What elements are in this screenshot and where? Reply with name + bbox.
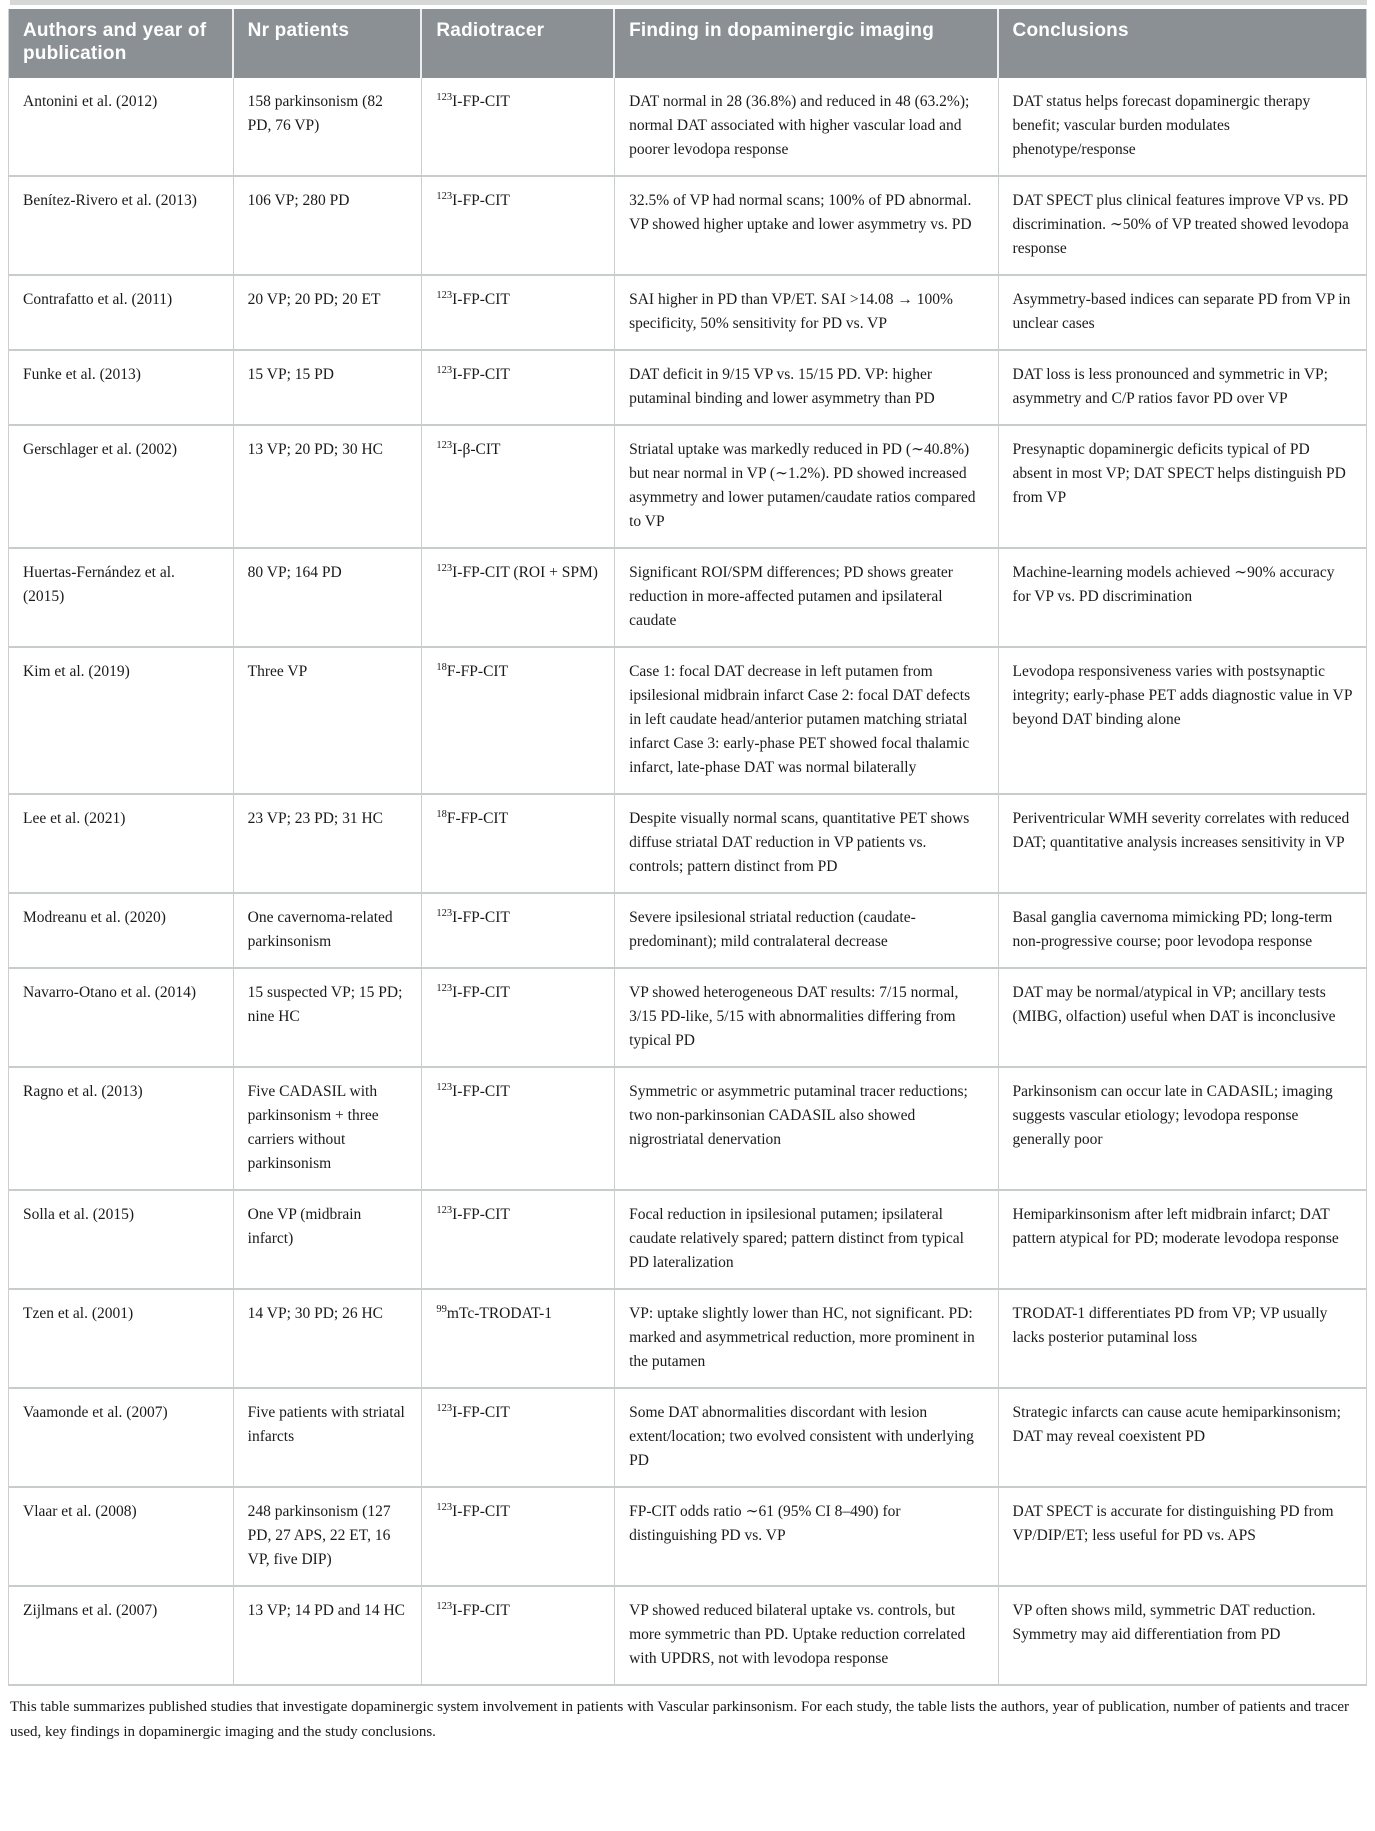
tracer-isotope-superscript: 123 [436,907,453,919]
tracer-isotope-superscript: 123 [436,1081,453,1093]
finding-cell: VP showed heterogeneous DAT results: 7/15 normal, 3/15 PD-like, 5/15 with abnormalities differing from typical PD [615,969,998,1066]
tracer-name: I-FP-CIT [452,191,510,209]
table-row [9,424,1366,547]
tracer-isotope-superscript: 18 [436,661,447,673]
tracer-cell [422,549,615,646]
table-row [9,1486,1366,1585]
table-body [9,78,1366,1685]
table-row [9,547,1366,646]
tracer-cell [422,894,615,967]
table-row [9,1585,1366,1684]
header-radiotracer [422,9,615,78]
tracer-name: I-FP-CIT [452,365,510,383]
patients-cell: 15 VP; 15 PD [234,351,423,424]
authors-cell: Vlaar et al. (2008) [9,1488,234,1585]
table-row [9,175,1366,274]
tracer-cell [422,276,615,349]
table-row [9,1189,1366,1288]
finding-cell: DAT deficit in 9/15 VP vs. 15/15 PD. VP: higher putaminal binding and lower asymmetry than PD [615,351,998,424]
header-conclusions [999,9,1366,78]
authors-cell: Benítez-Rivero et al. (2013) [9,177,234,274]
tracer-name: I-FP-CIT [452,1404,510,1422]
tracer-cell [422,177,615,274]
finding-cell: Symmetric or asymmetric putaminal tracer reductions; two non-parkinsonian CADASIL also showed nigrostriatal denervation [615,1068,998,1189]
finding-cell: SAI higher in PD than VP/ET. SAI >14.08 → 100% specificity, 50% sensitivity for PD vs. VP [615,276,998,349]
tracer-isotope-superscript: 99 [436,1304,447,1316]
tracer-name: I-FP-CIT [452,1083,510,1101]
patients-cell: One VP (midbrain infarct) [234,1191,423,1288]
table-row [9,274,1366,349]
table-row [9,1288,1366,1387]
tracer-cell [422,426,615,547]
patients-cell: Five CADASIL with parkinsonism + three carriers without parkinsonism [234,1068,423,1189]
tracer-isotope-superscript: 123 [436,91,453,103]
finding-cell: Focal reduction in ipsilesional putamen; ipsilateral caudate relatively spared; pattern distinct from typical PD lateralization [615,1191,998,1288]
tracer-isotope-superscript: 123 [436,439,453,451]
patients-cell: 106 VP; 280 PD [234,177,423,274]
finding-cell: FP-CIT odds ratio ∼61 (95% CI 8–490) for distinguishing PD vs. VP [615,1488,998,1585]
authors-cell: Gerschlager et al. (2002) [9,426,234,547]
header-nr-patients [234,9,423,78]
table-row [9,349,1366,424]
tracer-isotope-superscript: 18 [436,808,447,820]
header-authors [9,9,234,78]
conclusions-cell: Periventricular WMH severity correlates with reduced DAT; quantitative analysis increases sensitivity in VP [1012,809,1350,851]
finding-cell: VP: uptake slightly lower than HC, not significant. PD: marked and asymmetrical reduction, more prominent in the putamen [615,1290,998,1387]
finding-cell: DAT normal in 28 (36.8%) and reduced in 48 (63.2%); normal DAT associated with higher vascular load and poorer levodopa response [615,78,998,175]
conclusions-cell: TRODAT-1 differentiates PD from VP; VP usually lacks posterior putaminal loss [1012,1305,1328,1347]
conclusions-cell: Machine-learning models achieved ∼90% accuracy for VP vs. PD discrimination [1012,563,1335,605]
tracer-name: F-FP-CIT [446,809,509,827]
top-divider [10,0,1367,5]
patients-cell: 158 parkinsonism (82 PD, 76 VP) [234,78,423,175]
authors-cell: Zijlmans et al. (2007) [9,1587,234,1684]
tracer-cell [422,1587,615,1684]
table-row [9,78,1366,175]
tracer-cell [422,78,615,175]
authors-cell: Contrafatto et al. (2011) [9,276,234,349]
conclusions-cell: DAT SPECT is accurate for distinguishing PD from VP/DIP/ET; less useful for PD vs. APS [1012,1503,1334,1545]
finding-cell: Some DAT abnormalities discordant with lesion extent/location; two evolved consistent with underlying PD [615,1389,998,1486]
table-row [9,1387,1366,1486]
authors-cell: Navarro-Otano et al. (2014) [9,969,234,1066]
patients-cell: One cavernoma-related parkinsonism [234,894,423,967]
tracer-isotope-superscript: 123 [436,1502,453,1514]
table-footnote: This table summarizes published studies that investigate dopaminergic system involvement in patients with Vascular parkinsonism. For each study, the table lists the authors, year of publication, number of patients and tracer used, key findings in dopaminergic imaging and the study conclusions. [10,1699,1350,1741]
conclusions-cell: Strategic infarcts can cause acute hemiparkinsonism; DAT may reveal coexistent PD [1012,1404,1341,1446]
finding-cell: VP showed reduced bilateral uptake vs. controls, but more symmetric than PD. Uptake reduction correlated with UPDRS, not with levodopa response [615,1587,998,1684]
tracer-cell [422,795,615,892]
tracer-name: I-FP-CIT [452,984,510,1002]
tracer-name: I-FP-CIT [452,290,510,308]
header-radiotracer-label: Radiotracer [436,20,545,41]
authors-cell: Ragno et al. (2013) [9,1068,234,1189]
table-row [9,967,1366,1066]
table-row [9,646,1366,793]
header-conclusions-label: Conclusions [1012,20,1129,41]
patients-cell: Five patients with striatal infarcts [234,1389,423,1486]
finding-cell: Significant ROI/SPM differences; PD shows greater reduction in more-affected putamen and ipsilateral caudate [615,549,998,646]
tracer-isotope-superscript: 123 [436,1601,453,1613]
table-row [9,793,1366,892]
patients-cell: 80 VP; 164 PD [234,549,423,646]
tracer-isotope-superscript: 123 [436,982,453,994]
conclusions-cell: DAT may be normal/atypical in VP; ancillary tests (MIBG, olfaction) useful when DAT is inconclusive [1012,984,1336,1026]
authors-cell: Solla et al. (2015) [9,1191,234,1288]
tracer-isotope-superscript: 123 [436,1204,453,1216]
authors-cell: Vaamonde et al. (2007) [9,1389,234,1486]
finding-cell: Despite visually normal scans, quantitative PET shows diffuse striatal DAT reduction in VP patients vs. controls; pattern distinct from PD [615,795,998,892]
tracer-isotope-superscript: 123 [436,1403,453,1415]
header-nr-patients-label: Nr patients [247,20,350,41]
tracer-cell [422,1191,615,1288]
tracer-name: I-FP-CIT (ROI + SPM) [452,563,598,581]
conclusions-cell: Asymmetry-based indices can separate PD from VP in unclear cases [1012,290,1351,332]
patients-cell: Three VP [234,648,423,793]
tracer-name: I-FP-CIT [452,92,510,110]
header-finding-label: Finding in dopaminergic imaging [629,20,935,41]
patients-cell: 23 VP; 23 PD; 31 HC [234,795,423,892]
conclusions-cell: Parkinsonism can occur late in CADASIL; imaging suggests vascular etiology; levodopa response generally poor [1012,1083,1333,1149]
tracer-cell [422,648,615,793]
tracer-cell [422,1389,615,1486]
tracer-cell [422,351,615,424]
tracer-name: I-FP-CIT [452,1602,510,1620]
tracer-name: F-FP-CIT [446,662,509,680]
tracer-name: I-FP-CIT [452,1206,510,1224]
table-header-row [9,9,1366,78]
tracer-isotope-superscript: 123 [436,190,453,202]
conclusions-cell: DAT loss is less pronounced and symmetric in VP; asymmetry and C/P ratios favor PD over VP [1012,365,1328,407]
conclusions-cell: DAT status helps forecast dopaminergic therapy benefit; vascular burden modulates phenotype/response [1012,92,1311,158]
authors-cell: Kim et al. (2019) [9,648,234,793]
header-finding [615,9,998,78]
conclusions-cell: DAT SPECT plus clinical features improve VP vs. PD discrimination. ∼50% of VP treated showed levodopa response [1012,191,1349,257]
tracer-isotope-superscript: 123 [436,364,453,376]
tracer-name: I-FP-CIT [452,908,510,926]
conclusions-cell: Presynaptic dopaminergic deficits typical of PD absent in most VP; DAT SPECT helps distinguish PD from VP [1012,440,1346,506]
table-row [9,1066,1366,1189]
tracer-name: mTc-TRODAT-1 [446,1305,552,1323]
table-row [9,892,1366,967]
conclusions-cell: VP often shows mild, symmetric DAT reduction. Symmetry may aid differentiation from PD [1012,1602,1316,1644]
tracer-isotope-superscript: 123 [436,562,453,574]
conclusions-cell: Hemiparkinsonism after left midbrain infarct; DAT pattern atypical for PD; moderate levodopa response [1012,1206,1339,1248]
authors-cell: Antonini et al. (2012) [9,78,234,175]
patients-cell: 14 VP; 30 PD; 26 HC [234,1290,423,1387]
header-authors-label: Authors and year of publication [23,20,207,64]
tracer-cell [422,1290,615,1387]
authors-cell: Huertas-Fernández et al. (2015) [9,549,234,646]
patients-cell: 248 parkinsonism (127 PD, 27 APS, 22 ET, 16 VP, five DIP) [234,1488,423,1585]
conclusions-cell: Basal ganglia cavernoma mimicking PD; long-term non-progressive course; poor levodopa response [1012,908,1333,950]
finding-cell: Striatal uptake was markedly reduced in PD (∼40.8%) but near normal in VP (∼1.2%). PD showed increased asymmetry and lower putamen/caudate ratios compared to VP [615,426,998,547]
conclusions-cell: Levodopa responsiveness varies with postsynaptic integrity; early-phase PET adds diagnostic value in VP beyond DAT binding alone [1012,662,1352,728]
finding-cell: Case 1: focal DAT decrease in left putamen from ipsilesional midbrain infarct Case 2: focal DAT defects in left caudate head/anterior putamen matching striatal infarct Case 3: early-phase PET showed focal thalamic infarct, late-phase DAT was normal bilaterally [615,648,998,793]
patients-cell: 13 VP; 14 PD and 14 HC [234,1587,423,1684]
authors-cell: Modreanu et al. (2020) [9,894,234,967]
patients-cell: 15 suspected VP; 15 PD; nine HC [234,969,423,1066]
tracer-cell [422,1488,615,1585]
finding-cell: Severe ipsilesional striatal reduction (caudate-predominant); mild contralateral decrease [615,894,998,967]
tracer-name: I-FP-CIT [452,1503,510,1521]
tracer-cell [422,969,615,1066]
authors-cell: Tzen et al. (2001) [9,1290,234,1387]
tracer-name: I-β-CIT [452,440,501,458]
tracer-isotope-superscript: 123 [436,289,453,301]
authors-cell: Funke et al. (2013) [9,351,234,424]
studies-table [8,9,1367,1686]
patients-cell: 13 VP; 20 PD; 30 HC [234,426,423,547]
authors-cell: Lee et al. (2021) [9,795,234,892]
finding-cell: 32.5% of VP had normal scans; 100% of PD abnormal. VP showed higher uptake and lower asymmetry vs. PD [615,177,998,274]
patients-cell: 20 VP; 20 PD; 20 ET [234,276,423,349]
tracer-cell [422,1068,615,1189]
